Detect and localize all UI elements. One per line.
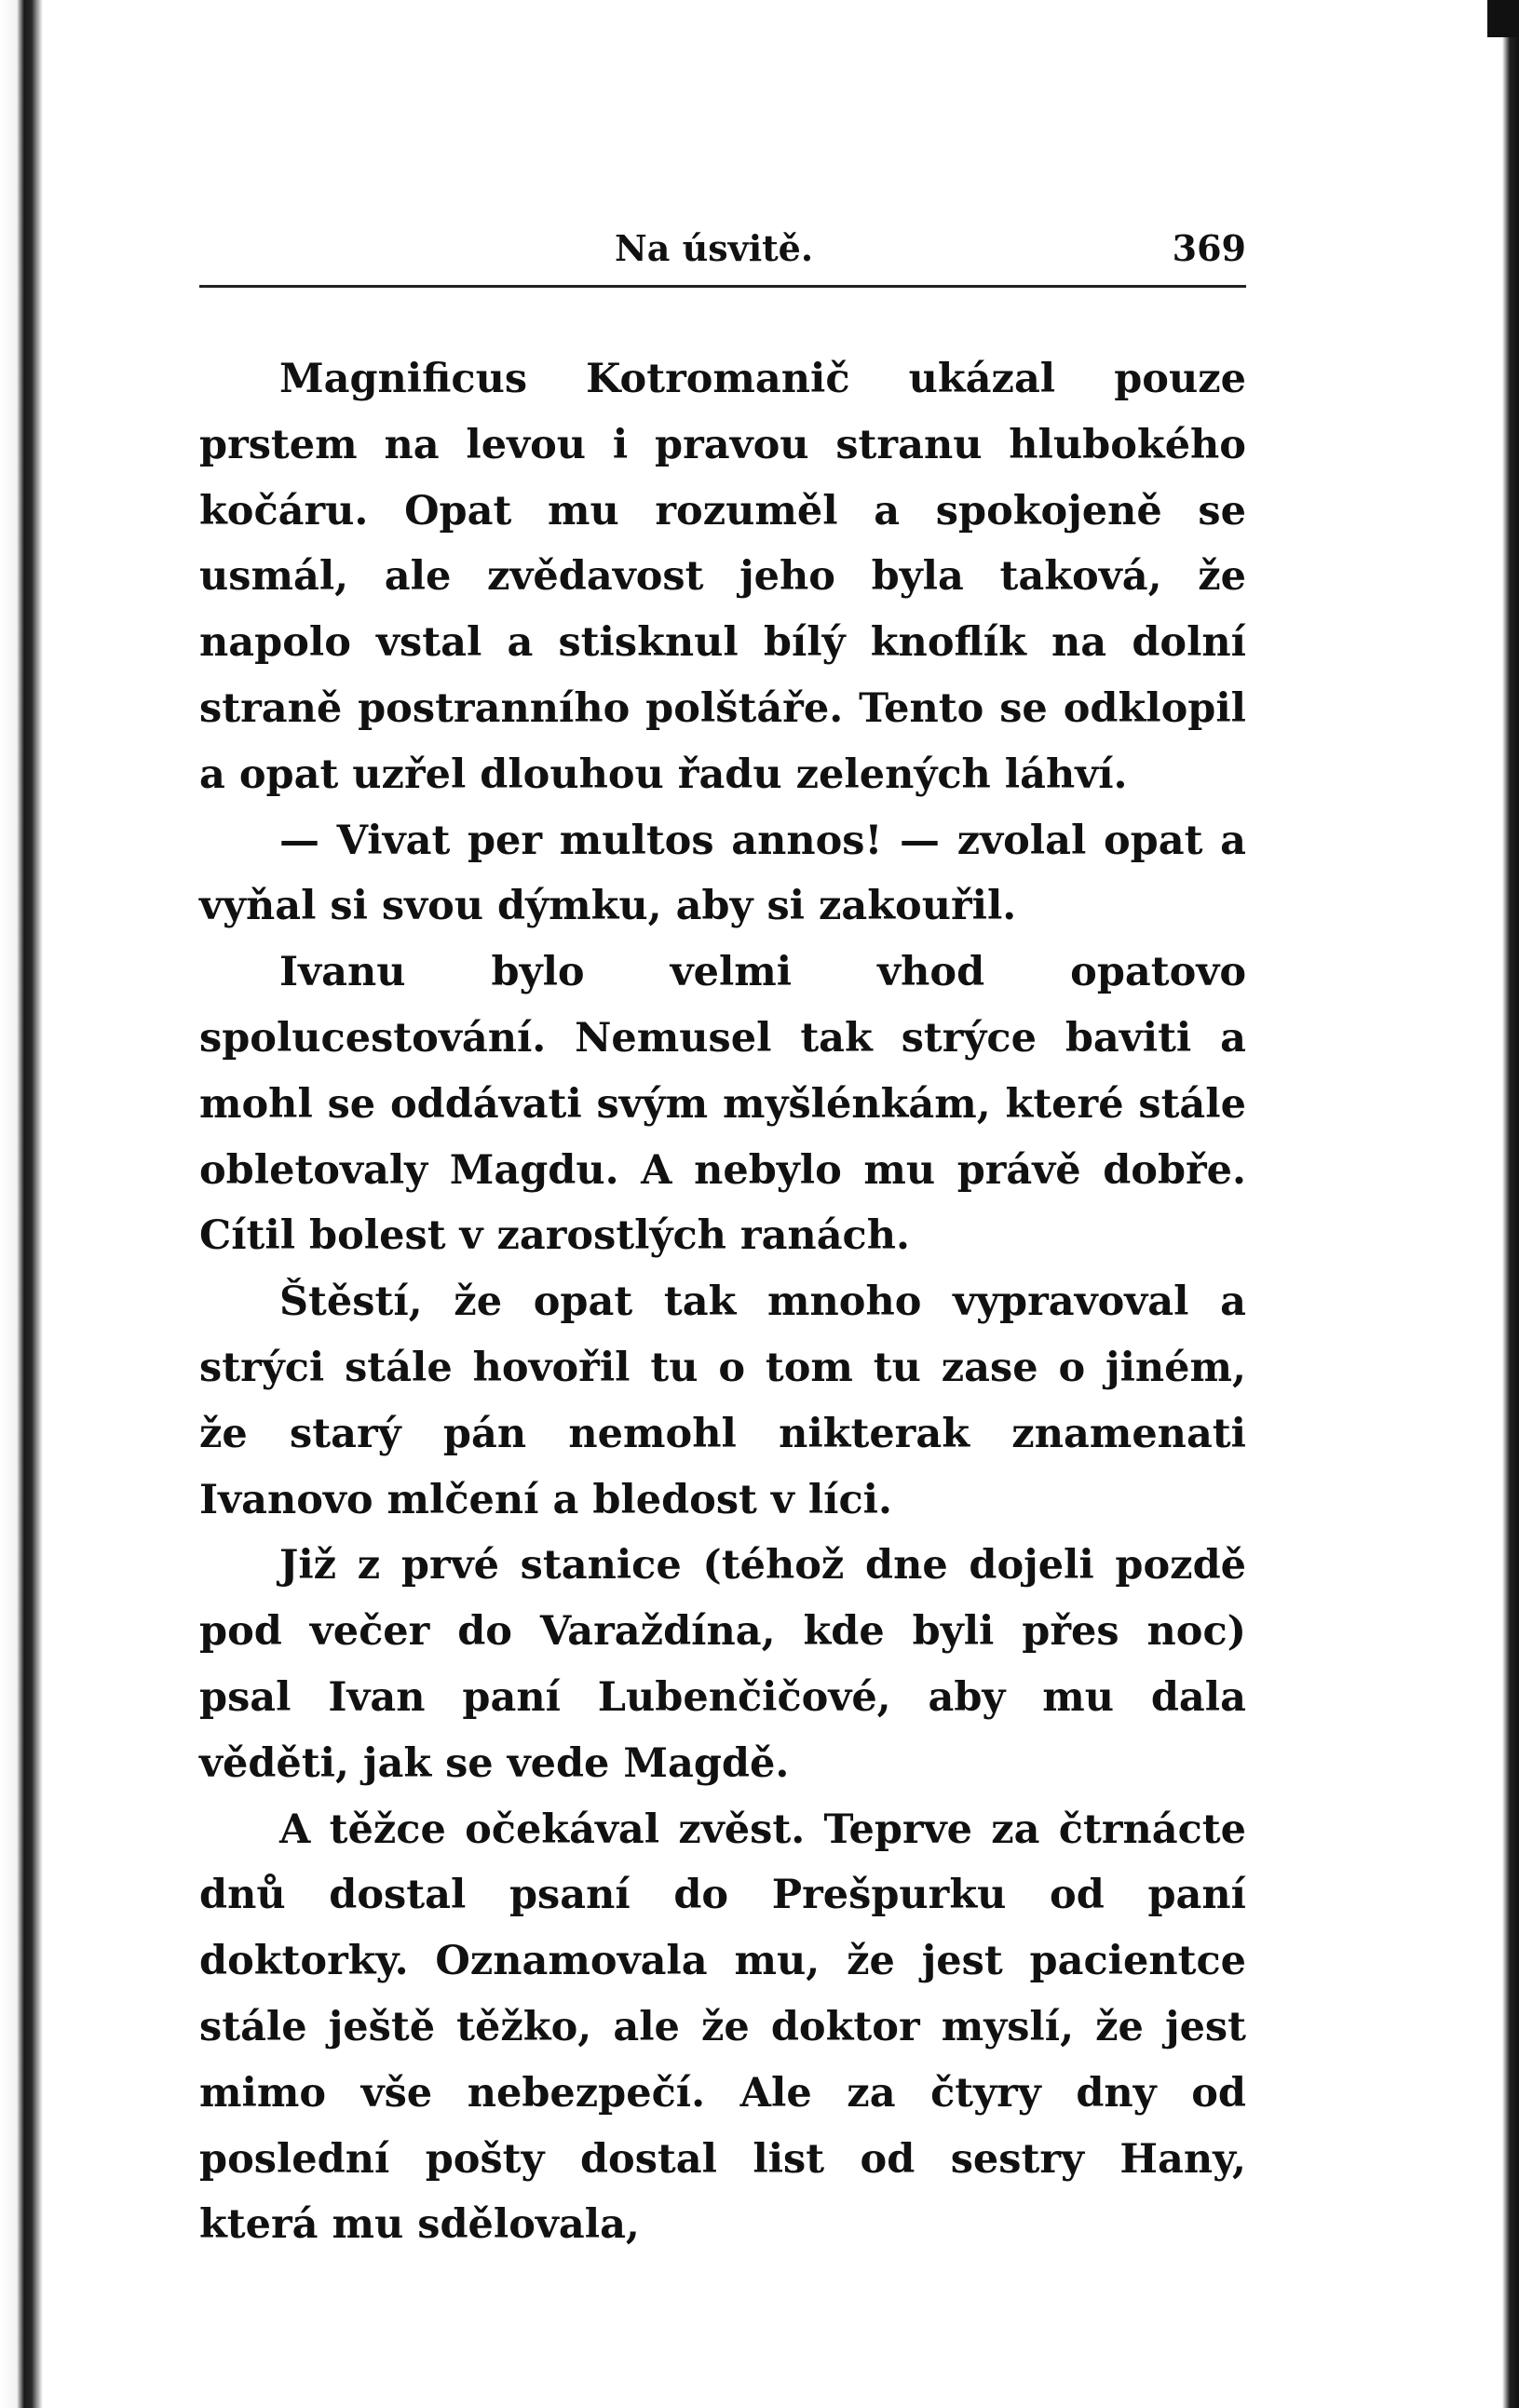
page-edge-shadow: [1502, 0, 1519, 2408]
running-header: [199, 214, 1246, 279]
page-number: 369: [1172, 227, 1246, 269]
corner-shadow: [1487, 0, 1519, 37]
paragraph: Již z prvé stanice (téhož dne dojeli pozdě pod večer do Varaždína, kde byli přes noc) psal Ivan paní Lubenčičové, aby mu dala věděti, jak se vede Magdě.: [199, 1542, 1246, 1787]
paragraph: Štěstí, že opat tak mnoho vypravoval a strýci stále hovořil tu o tom tu zase o jiném, že starý pán nemohl nikterak znamenati Ivanovo mlčení a bledost v líci.: [199, 1278, 1246, 1523]
paragraph: — Vivat per multos annos! — zvolal opat a vyňal si svou dýmku, aby si zakouřil.: [199, 817, 1246, 930]
paragraph: Ivanu bylo velmi vhod opatovo spolucestování. Nemusel tak strýce baviti a mohl se oddávati svým myšlénkám, které stále obletovaly Magdu. A nebylo mu právě dobře. Cítil bolest v zarostlých ranách.: [199, 949, 1246, 1260]
paragraph: A těžce očekával zvěst. Teprve za čtrnácte dnů dostal psaní do Prešpurku od paní doktorky. Oznamovala mu, že jest pacientce stále ještě těžko, ale že doktor myslí, že jest mimo vše nebezpečí. Ale za čtyry dny od poslední pošty dostal list od sestry Hany, která mu sdělovala,: [199, 1806, 1246, 2249]
running-title: Na úsvitě.: [615, 227, 814, 269]
book-page: [199, 214, 1246, 2249]
header-rule: [199, 285, 1246, 288]
body-text: [199, 346, 1246, 2258]
paragraph: Magnificus Kotromanič ukázal pouze prstem na levou i pravou stranu hlubokého kočáru. Opat mu rozuměl a spokojeně se usmál, ale zvědavost jeho byla taková, že napolo vstal a stisknul bílý knoflík na dolní straně postranního polštáře. Tento se odklopil a opat uzřel dlouhou řadu zelených láhví.: [199, 356, 1246, 798]
book-spine-shadow: [0, 0, 43, 2408]
